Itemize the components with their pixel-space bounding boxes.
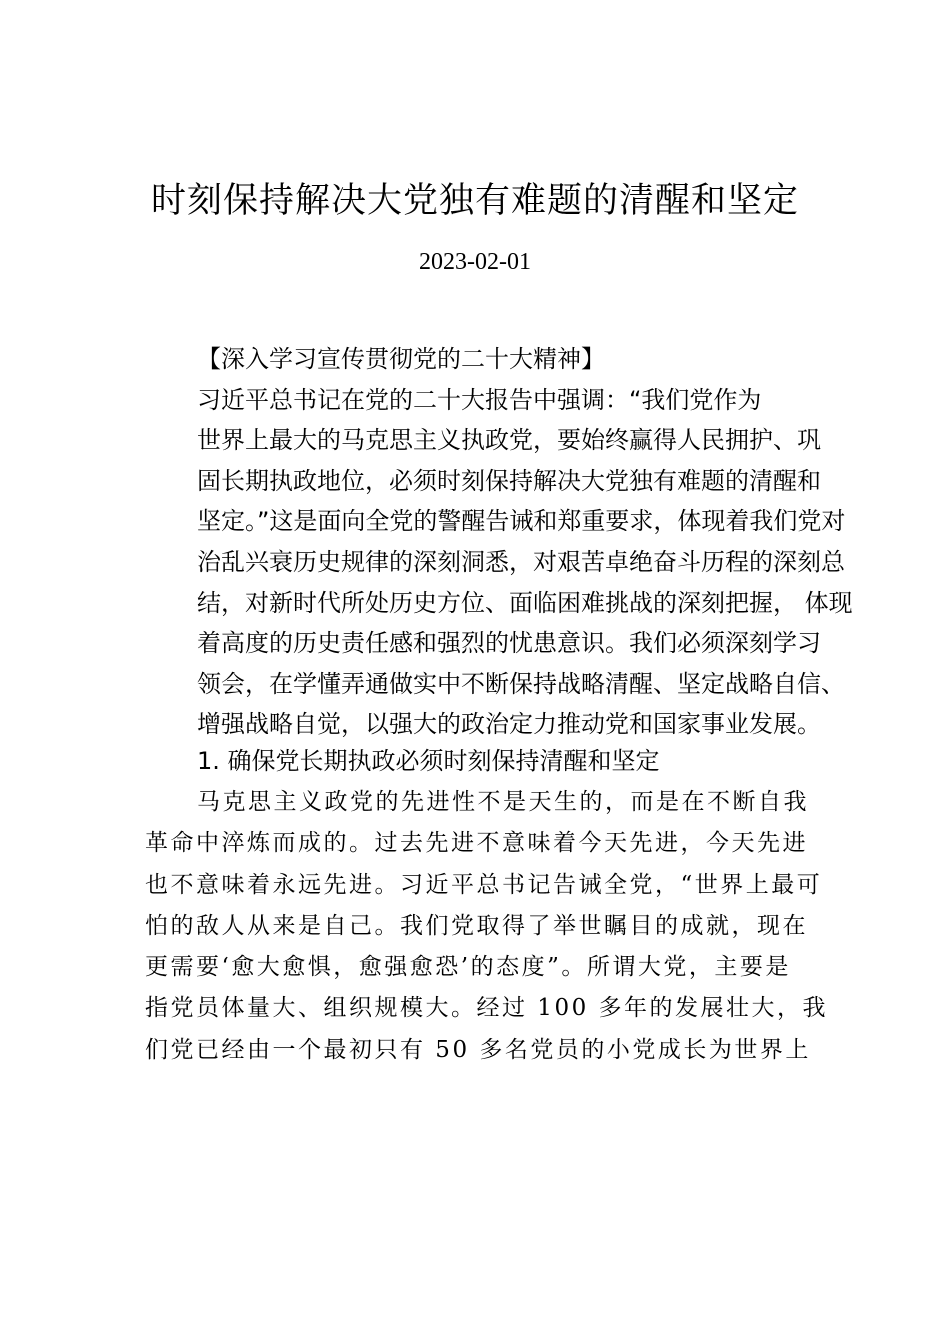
intro-line: 固长期执政地位，必须时刻保持解决大党独有难题的清醒和	[197, 466, 821, 495]
intro-section	[145, 339, 853, 745]
paragraph-line: 也不意味着永远先进。习近平总书记告诫全党，“世界上最可	[145, 871, 823, 898]
section-heading: 1. 确保党长期执政必须时刻保持清醒和坚定	[197, 747, 660, 775]
intro-line: 领会，在学懂弄通做实中不断保持战略清醒、坚定战略自信、	[197, 669, 845, 698]
section-1-paragraph	[145, 782, 829, 1071]
paragraph-line: 马克思主义政党的先进性不是天生的，而是在不断自我	[197, 789, 809, 815]
intro-line: 着高度的历史责任感和强烈的忧患意识。我们必须深刻学习	[197, 629, 821, 658]
column-tag: 【深入学习宣传贯彻党的二十大精神】	[197, 345, 605, 373]
intro-line: 增强战略自觉，以强大的政治定力推动党和国家事业发展。	[197, 710, 821, 739]
intro-line: 习近平总书记在党的二十大报告中强调：“我们党作为	[197, 385, 762, 414]
intro-line: 治乱兴衰历史规律的深刻洞悉，对艰苦卓绝奋斗历程的深刻总	[197, 547, 845, 576]
paragraph-line: 革命中淬炼而成的。过去先进不意味着今天先进，今天先进	[145, 830, 808, 857]
paragraph-line: 更需要‘愈大愈惧，愈强愈恐’的态度”。所谓大党，主要是	[145, 954, 791, 981]
intro-line: 坚定。”这是面向全党的警醒告诫和郑重要求，体现着我们党对	[197, 507, 846, 536]
paragraph-line: 们党已经由一个最初只有 50 多名党员的小党成长为世界上	[145, 1036, 811, 1063]
paragraph-line: 怕的敌人从来是自己。我们党取得了举世瞩目的成就，现在	[145, 912, 808, 939]
intro-line: 结，对新时代所处历史方位、面临困难挑战的深刻把握， 体现	[197, 588, 853, 617]
intro-line: 世界上最大的马克思主义执政党，要始终赢得人民拥护、巩	[197, 426, 821, 455]
publish-date: 2023-02-01	[419, 249, 531, 275]
paragraph-line: 指党员体量大、组织规模大。经过 100 多年的发展壮大，我	[145, 995, 829, 1022]
document-title: 时刻保持解决大党独有难题的清醒和坚定	[150, 181, 799, 221]
